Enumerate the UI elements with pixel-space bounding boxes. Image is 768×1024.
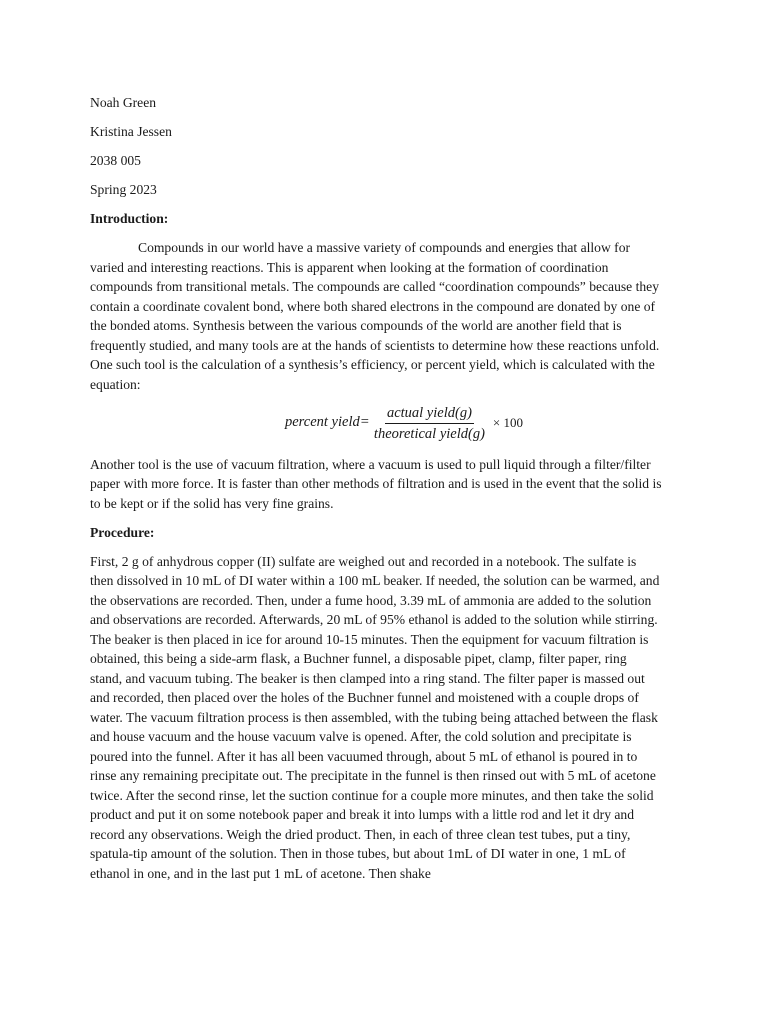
procedure-paragraph: First, 2 g of anhydrous copper (II) sulfate are weighed out and recorded in a notebook. The sulfate is then dissolved in 10 mL of DI water within a 100 mL beaker. If needed, the solution can be warmed, and the observations are recorded. Then, under a fume hood, 3.39 mL of ammonia are added to the solution and observations are recorded. Afterwards, 20 mL of 95% ethanol is added to the solution while stirring. The beaker is then placed in ice for around 10-15 minutes. Then the equipment for vacuum filtration is obtained, this being a side-arm flask, a Buchner funnel, a disposable pipet, clamp, filter paper, ring stand, and vacuum tubing. The beaker is then clamped into a ring stand. The filter paper is massed out and recorded, then placed over the holes of the Buchner funnel and moistened with a couple drops of water. The vacuum filtration process is then assembled, with the tubing being attached between the flask and house vacuum and the house vacuum valve is opened. After, the cold solution and precipitate is poured into the funnel. After it has all been vacuumed through, about 5 mL of ethanol is poured in to rinse any remaining precipitate out. The precipitate in the funnel is then rinsed out with 5 mL of acetone twice. After the second rinse, let the suction continue for a couple more minutes, and then take the solid product and put it on some notebook paper and break it into lumps with a little rod and let it dry and record any observations. Weigh the dried product. Then, in each of three clean test tubes, put a tiny, spatula-tip amount of the solution. Then in those tubes, but about 1mL of DI water in one, 1 mL of ethanol in one, and in the last put 1 mL of acetone. Then shake xyxy=(90,553,660,881)
equation-multiplier: × 100 xyxy=(492,415,524,431)
equation-equals: = xyxy=(360,414,369,431)
author-name: Noah Green xyxy=(90,95,157,110)
introduction-heading: Introduction: xyxy=(90,211,169,226)
equation-fraction xyxy=(372,404,487,443)
equation-lhs: percent yield xyxy=(284,414,360,431)
term: Spring 2023 xyxy=(90,182,157,197)
document-page xyxy=(90,93,662,893)
vacuum-filtration-paragraph: Another tool is the use of vacuum filtration, where a vacuum is used to pull liquid through a filter/filter paper with more force. It is faster than other methods of filtration and is used in the event that the solid is to be kept or if the solid has very fine grains. xyxy=(90,456,662,511)
procedure-heading: Procedure: xyxy=(90,524,155,540)
course-number: 2038 005 xyxy=(90,153,141,168)
equation-numerator: actual yield(g) xyxy=(385,404,474,424)
partner-name: Kristina Jessen xyxy=(90,124,172,139)
percent-yield-equation xyxy=(118,404,690,443)
equation-denominator: theoretical yield(g) xyxy=(373,425,485,442)
introduction-paragraph: Compounds in our world have a massive variety of compounds and energies that allow for varied and interesting reactions. This is apparent when looking at the formation of coordination compounds from transitional metals. The compounds are called “coordination compounds” because they contain a coordinate covalent bond, where both shared electrons in the compound are donated by one of the bonded atoms. Synthesis between the various compounds of the world are another field that is frequently studied, and many tools are at the hands of scientists to determine how these reactions unfold. One such tool is the calculation of a synthesis’s efficiency, or percent yield, which is calculated with the equation: xyxy=(90,240,660,392)
